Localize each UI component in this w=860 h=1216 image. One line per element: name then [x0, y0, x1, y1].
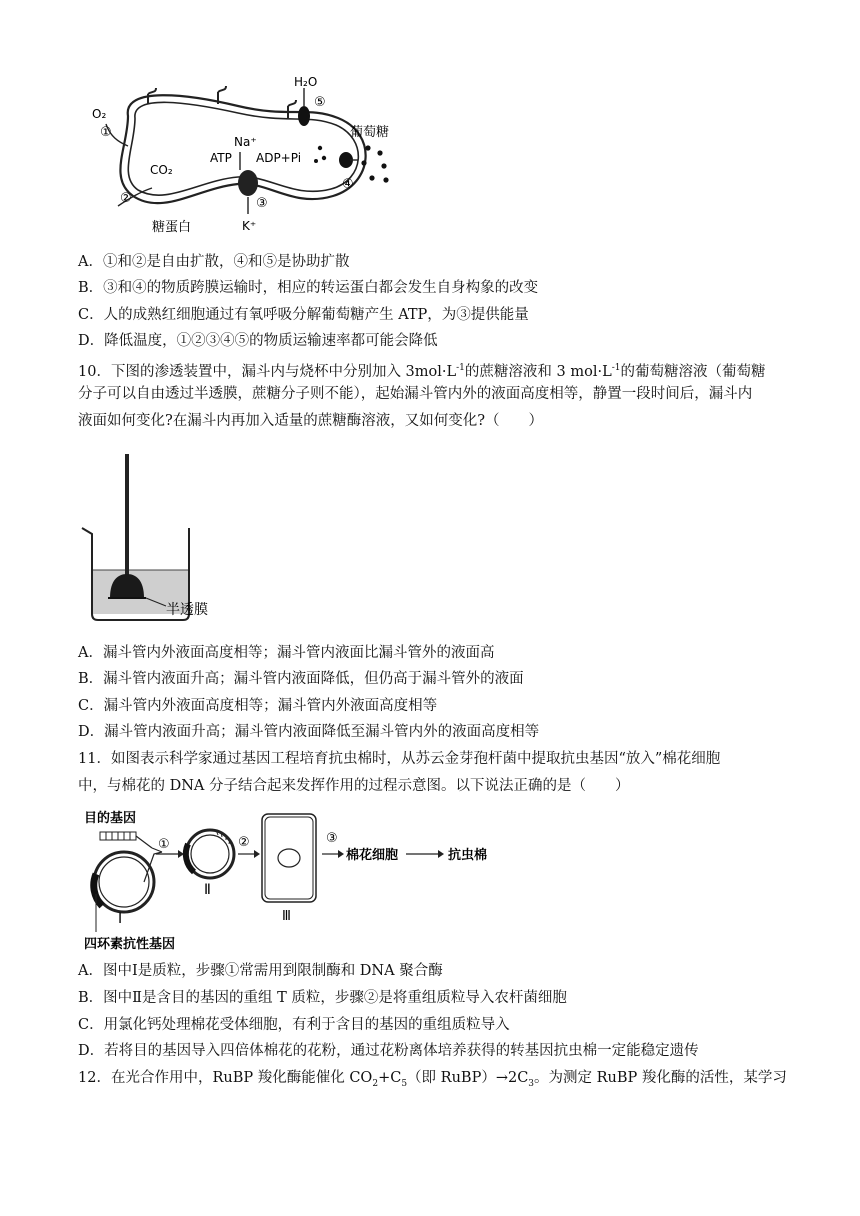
step-4-label: ④ [342, 177, 354, 192]
roman-2-label: Ⅱ [204, 882, 211, 898]
na-k-pump [238, 170, 258, 196]
cotton-cell-label: 棉花细胞 [346, 848, 399, 863]
q10-option-d: D．漏斗管内液面升高；漏斗管内液面降低至漏斗管内外的液面高度相等 [78, 724, 540, 740]
cell-transport-figure [88, 66, 398, 238]
step-1-label: ① [158, 837, 170, 852]
q9-option-b: B．③和④的物质跨膜运输时，相应的转运蛋白都会发生自身构象的改变 [78, 280, 539, 296]
q11-option-c: C．用氯化钙处理棉花受体细胞，有利于含目的基因的重组质粒导入 [78, 1017, 510, 1033]
target-gene-strip [100, 832, 136, 840]
q12-stem-line1: 12．在光合作用中，RuBP 羧化酶能催化 $CO_2+C_5$（即 $RuBP)\to 2C_3$。为测定 RuBP 羧化酶的活性，某学习 [78, 1070, 787, 1089]
q10-stem-line1: 10．下图的渗透装置中，漏斗内与烧杯中分别加入 $3mol\cdot L^{-1}$的蔗糖溶液和 3 $mol\cdot L^{-1}$的葡萄糖溶液（葡萄糖 [78, 363, 766, 380]
funnel-tube [125, 454, 129, 588]
co2-label: CO₂ [150, 163, 173, 177]
step-2-label: ② [120, 191, 132, 206]
step-5-label: ⑤ [314, 95, 326, 110]
k-label: K⁺ [242, 219, 257, 233]
adp-label: ADP+Pi [256, 151, 302, 165]
q9-option-a: A．①和②是自由扩散，④和⑤是协助扩散 [78, 254, 350, 270]
atp-label: ATP [210, 151, 232, 165]
q9-option-c: C．人的成熟红细胞通过有氧呼吸分解葡萄糖产生 ATP，为③提供能量 [78, 307, 529, 323]
glycoprotein-label: 糖蛋白 [152, 220, 192, 235]
q10-stem-line3: 液面如何变化?在漏斗内再加入适量的蔗糖酶溶液，又如何变化?（ ） [78, 413, 544, 429]
q11-option-b: B．图中Ⅱ是含目的基因的重组 T 质粒，步骤②是将重组质粒导入农杆菌细胞 [78, 990, 567, 1006]
h2o-label: H₂O [294, 75, 318, 89]
step-3-label: ③ [256, 196, 268, 211]
q9-option-d: D．降低温度，①②③④⑤的物质运输速率都可能会降低 [78, 333, 438, 349]
water-channel [298, 106, 310, 126]
q11-option-a: A．图中Ⅰ是质粒，步骤①常需用到限制酶和 DNA 聚合酶 [78, 963, 443, 979]
osmosis-figure [78, 448, 258, 628]
gene-engineering-figure [82, 808, 502, 954]
bacterium-cell [262, 814, 316, 902]
step-1-label: ① [100, 125, 112, 140]
roman-1-label: Ⅰ [118, 911, 123, 927]
tet-gene-label: 四环素抗性基因 [84, 937, 176, 952]
target-gene-label: 目的基因 [84, 811, 137, 826]
insect-cotton-label: 抗虫棉 [448, 848, 488, 863]
roman-3-label: Ⅲ [282, 909, 291, 924]
q10-stem-line2: 分子可以自由透过半透膜，蔗糖分子则不能），起始漏斗管内外的液面高度相等，静置一段时间后，漏斗内 [78, 386, 753, 402]
step-3-label: ③ [326, 831, 338, 846]
step-2-label: ② [238, 835, 250, 850]
glucose-label: 葡萄糖 [350, 125, 390, 140]
q10-option-a: A．漏斗管内外液面高度相等；漏斗管内液面比漏斗管外的液面高 [78, 645, 495, 661]
q11-stem-line1: 11．如图表示科学家通过基因工程培育抗虫棉时，从苏云金芽孢杆菌中提取抗虫基因“放入”棉花细胞 [78, 751, 721, 767]
q10-option-c: C．漏斗管内外液面高度相等；漏斗管内外液面高度相等 [78, 698, 438, 714]
q10-option-b: B．漏斗管内液面升高；漏斗管内液面降低，但仍高于漏斗管外的液面 [78, 671, 524, 687]
o2-label: O₂ [92, 107, 107, 121]
q11-option-d: D．若将目的基因导入四倍体棉花的花粉，通过花粉离体培养获得的转基因抗虫棉一定能稳定遗传 [78, 1043, 699, 1059]
membrane-label: 半透膜 [166, 602, 208, 618]
na-label: Na⁺ [234, 135, 257, 149]
q11-stem-line2: 中，与棉花的 DNA 分子结合起来发挥作用的过程示意图。以下说法正确的是（ ） [78, 778, 630, 794]
